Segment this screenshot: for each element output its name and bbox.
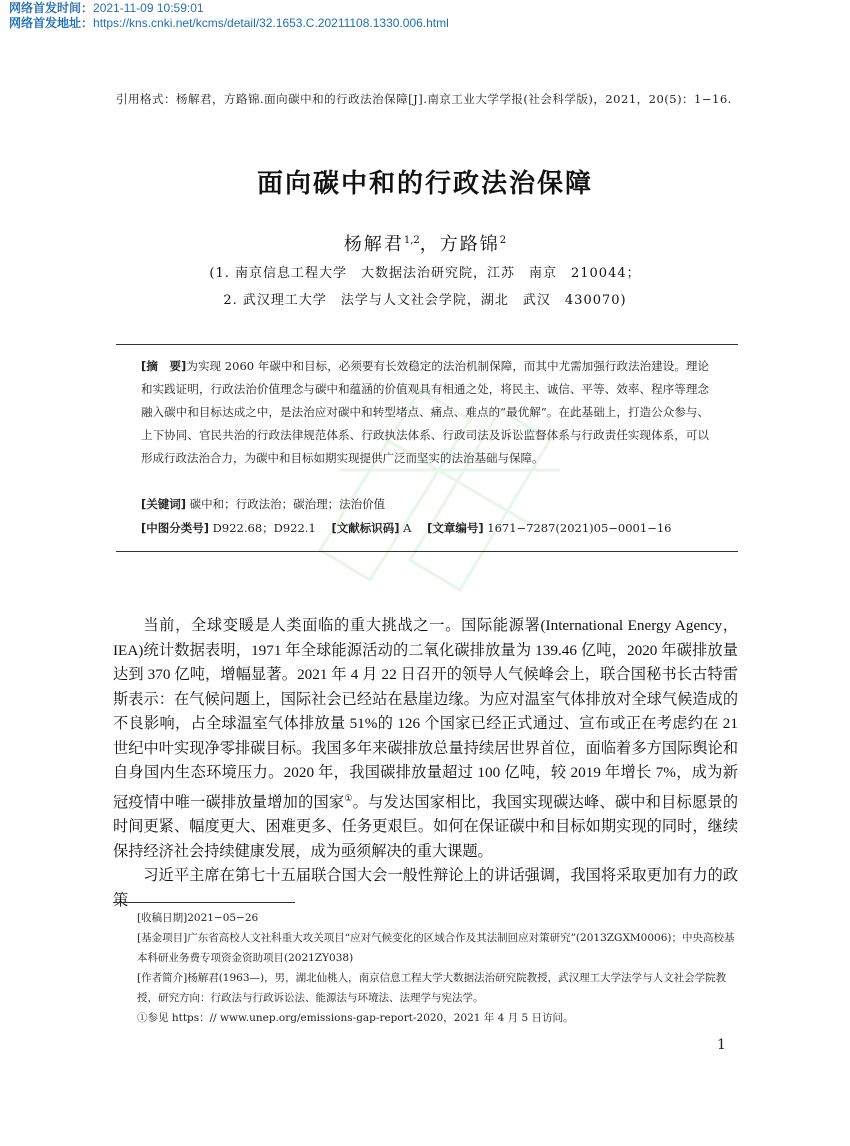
abstract-top-divider	[116, 344, 738, 345]
keywords-label: [关键词]	[141, 497, 187, 511]
abstract-bottom-divider	[116, 551, 738, 552]
affiliation-2: 2. 武汉理工大学 法学与人文社会学院，湖北 武汉 430070)	[223, 293, 627, 308]
page-number: 1	[717, 1037, 726, 1053]
article-no-label: [文章编号]	[427, 521, 484, 535]
footnote-1-text: 参见 https：// www.unep.org/emissions-gap-report-2020，2021 年 4 月 5 日访问。	[147, 1012, 574, 1024]
abstract-label: [摘 要]	[141, 359, 187, 373]
author-2-affiliation: 2	[499, 235, 507, 246]
received-value: 2021−05−26	[187, 912, 259, 924]
body-paragraph-1-end: 。与发达国家相比，我国实现碳达峰、碳中和目标愿景的时间更紧、幅度更大、困难更多、任务更艰巨。如何在保证碳中和目标如期实现的同时，继续保持经济社会持续健康发展，成为亟须解决的重大课题。	[113, 793, 739, 860]
keywords	[141, 496, 385, 512]
author-bio-value: 杨解君(1963—)，男，湖北仙桃人，南京信息工程大学大数据法治研究院教授，武汉理工大学法学与人文社会学院教授，研究方向：行政法与行政诉讼法、能源法与环境法、法理学与宪法学。	[137, 972, 727, 1004]
author-separator: ，	[419, 234, 440, 255]
abstract	[141, 355, 709, 470]
fund-value: 广东省高校人文社科重大攻关项目“应对气候变化的区域合作及其法制回应对策研究”(2013ZGXM0006)；中央高校基本科研业务费专项资金资助项目(2021ZY038)	[137, 932, 735, 964]
citation-format: 引用格式：杨解君，方路锦.面向碳中和的行政法治保障[J].南京工业大学学报(社会科学版)，2021，20(5)：1−16.	[116, 92, 732, 106]
publish-url-label: 网络首发地址：	[9, 16, 94, 30]
body-text	[113, 614, 738, 913]
affiliation-1: (1. 南京信息工程大学 大数据法治研究院，江苏 南京 210044；	[209, 266, 641, 281]
publish-url-link[interactable]: https://kns.cnki.net/kcms/detail/32.1653.C.20211108.1330.006.html	[93, 16, 449, 30]
body-paragraph-1	[113, 614, 738, 864]
article-no-value: 1671−7287(2021)05−0001−16	[487, 521, 672, 535]
doc-code-value: A	[403, 521, 412, 535]
footnote-1-mark: ①	[137, 1012, 148, 1024]
clc-value: D922.68；D922.1	[212, 521, 316, 535]
author-line	[0, 230, 850, 256]
paper-title: 面向碳中和的行政法治保障	[256, 169, 593, 199]
author-1: 杨解君	[343, 234, 404, 255]
author-bio-label: [作者简介]	[137, 972, 188, 984]
body-paragraph-2: 习近平主席在第七十五届联合国大会一般性辩论上的讲话强调，我国将采取更加有力的政策	[113, 867, 738, 909]
footnotes	[137, 908, 739, 1028]
author-2: 方路锦	[439, 234, 500, 255]
classification-row	[141, 520, 683, 536]
footnote-divider	[113, 902, 295, 903]
received-label: [收稿日期]	[137, 912, 188, 924]
publish-url-line	[9, 16, 449, 30]
author-1-affiliation: 1,2	[403, 235, 420, 246]
fund-info	[137, 928, 739, 968]
body-paragraph-1-text: 当前，全球变暖是人类面临的重大挑战之一。国际能源署(International Energy Agency，IEA)统计数据表明，1971 年全球能源活动的二氧化碳排放量为 139.46 亿吨，2020 年碳排放量达到 370 亿吨，增幅显著。2021 年 4 月 22 日召开的领导人气候峰会上，联合国秘书长古特雷斯表示：在气候问题上，国际社会已经站在悬崖边缘。为应对温室气体排放对全球气候造成的不良影响，占全球温室气体排放量 51%的 126 个国家已经正式通过、宣布或正在考虑约在 21 世纪中叶实现净零排碳目标。我国多年来碳排放总量持续居世界首位，面临着多方国际舆论和自身国内生态环境压力。2020 年，我国碳排放量超过 100 亿吨，较 2019 年增长 7%，成为新冠疫情中唯一碳排放量增加的国家	[113, 617, 738, 811]
publish-time-label: 网络首发时间：	[9, 1, 94, 15]
fund-label: [基金项目]	[137, 932, 188, 944]
footnote-ref-1[interactable]: ①	[344, 792, 353, 803]
received-date	[137, 908, 739, 928]
keywords-text: 碳中和；行政法治；碳治理；法治价值	[189, 497, 386, 511]
publish-time: 2021-11-09 10:59:01	[93, 1, 204, 15]
footnote-1	[137, 1008, 739, 1028]
abstract-text: 为实现 2060 年碳中和目标，必须要有长效稳定的法治机制保障，而其中尤需加强行政法治建设。理论和实践证明，行政法治价值理念与碳中和蕴涵的价值观具有相通之处，将民主、诚信、平等、效率、程序等理念融入碳中和目标达成之中，是法治应对碳中和转型堵点、痛点、难点的“最优解”。在此基础上，打造公众参与、上下协同、官民共治的行政法律规范体系、行政执法体系、行政司法及诉讼监督体系与行政责任实现体系，可以形成行政法治合力，为碳中和目标如期实现提供广泛而坚实的法治基础与保障。	[141, 359, 709, 465]
author-bio	[137, 968, 739, 1008]
doc-code-label: [文献标识码]	[331, 521, 400, 535]
clc-label: [中图分类号]	[141, 521, 210, 535]
publish-time-line	[9, 1, 204, 15]
